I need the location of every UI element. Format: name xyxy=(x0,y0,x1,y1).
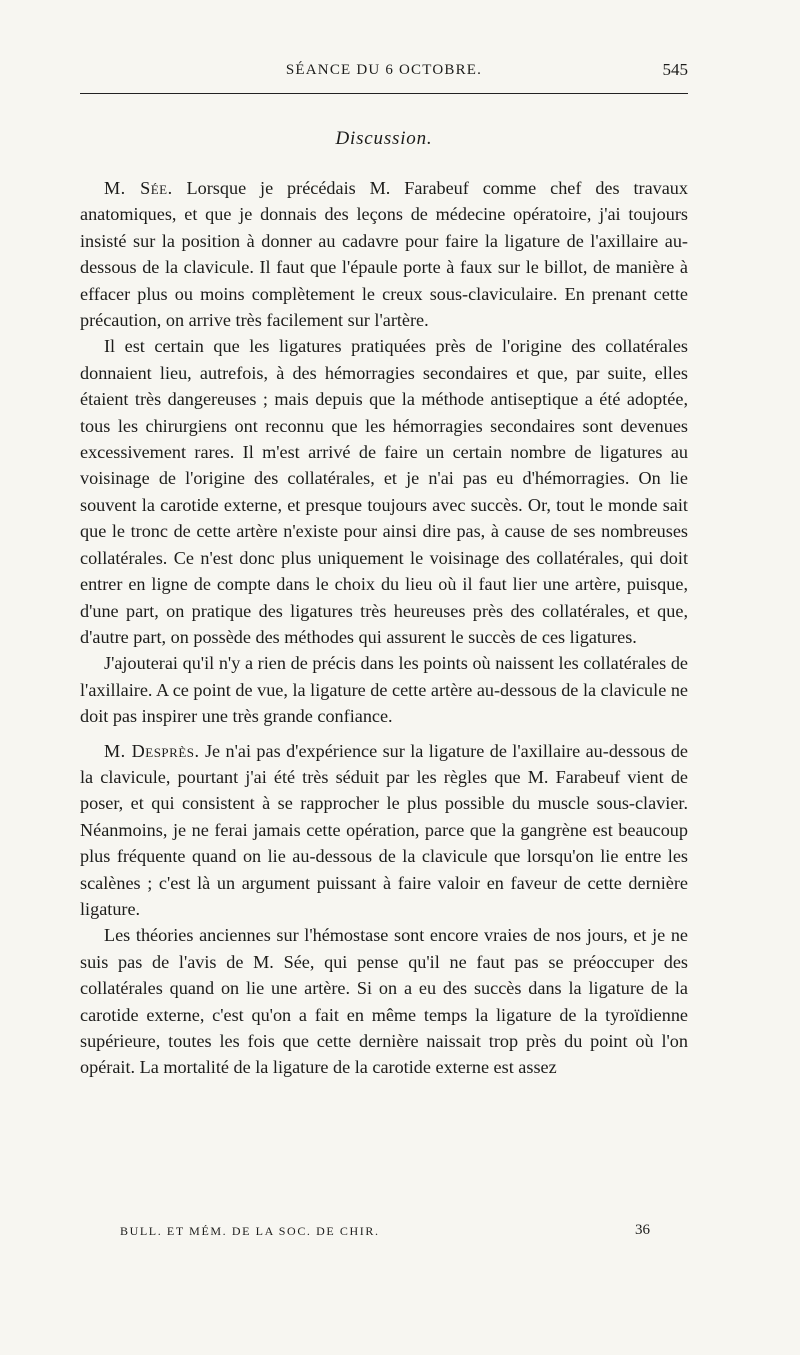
header-rule xyxy=(80,93,688,94)
body-text xyxy=(80,175,688,1081)
speaker-name: M. Sée. xyxy=(104,178,173,198)
paragraph-text: Il est certain que les ligatures pratiquées près de l'origine des collatérales donnaient lieu, autrefois, à des hémorragies secondaires et que, par suite, elles étaient très dangereuses ; mais depuis que la méthode antiseptique a été adoptée, tous les chirurgiens ont reconnu que les hémorragies secondaires sont devenues excessivement rares. Il m'est arrivé de faire un certain nombre de ligatures au voisinage de l'origine des collatérales, et je n'ai pas eu d'hémorragies. On lie souvent la carotide externe, et presque toujours avec succès. Or, tout le monde sait que le tronc de cette artère n'existe pour ainsi dire pas, à cause de ses nombreuses collatérales. Ce n'est donc plus uniquement le voisinage des collatérales, qui doit entrer en ligne de compte dans le choix du lieu où il faut lier une artère, puisque, d'une part, on pratique des ligatures très heureuses près des collatérales, et que, d'autre part, on possède des méthodes qui assurent le succès de ces ligatures. xyxy=(80,336,688,647)
page-header xyxy=(80,58,688,88)
paragraph xyxy=(80,922,688,1080)
footer-title: BULL. ET MÉM. DE LA SOC. DE CHIR. xyxy=(120,1224,380,1238)
paragraph-text: Les théories anciennes sur l'hémostase sont encore vraies de nos jours, et je ne suis pas de l'avis de M. Sée, qui pense qu'il ne faut pas se préoccuper des collatérales quand on lie une artère. Si on a eu des succès dans la ligature de la carotide externe, c'est qu'on a fait en même temps la ligature de la tyroïdienne supérieure, toutes les fois que cette dernière naissait trop près du point où l'on opérait. La mortalité de la ligature de la carotide externe est assez xyxy=(80,925,688,1078)
page-number: 545 xyxy=(662,60,688,79)
running-title: SÉANCE DU 6 OCTOBRE. xyxy=(285,62,483,78)
signature-mark: 36 xyxy=(635,1222,650,1238)
section-title: Discussion. xyxy=(335,128,433,149)
speaker-name: M. Desprès. xyxy=(104,740,200,761)
paragraph xyxy=(80,650,688,729)
paragraph-text: Lorsque je précédais M. Farabeuf comme chef des travaux anatomiques, et que je donnais des leçons de médecine opératoire, j'ai toujours insisté sur la position à donner au cadavre pour faire la ligature de l'axillaire au-dessous de la clavicule. Il faut que l'épaule porte à faux sur le billot, de manière à effacer plus ou moins complètement le creux sous-claviculaire. En prenant cette précaution, on arrive très facilement sur l'artère. xyxy=(80,178,688,331)
paragraph xyxy=(80,333,688,650)
page-footer xyxy=(120,1222,680,1244)
paragraph-text: J'ajouterai qu'il n'y a rien de précis dans les points où naissent les collatérales de l'axillaire. A ce point de vue, la ligature de cette artère au-dessous de la clavicule ne doit pas inspirer une très grande confiance. xyxy=(80,653,688,727)
paragraph-text: Je n'ai pas d'expérience sur la ligature de l'axillaire au-dessous de la clavicule, pourtant j'ai été très séduit par les règles que M. Farabeuf vient de poser, et qui consistent à se rapprocher le plus possible du muscle sous-clavier. Néanmoins, je ne ferai jamais cette opération, parce que la gangrène est beaucoup plus fréquente quand on lie au-dessous de la clavicule que lorsqu'on lie entre les scalènes ; c'est là un argument puissant à faire valoir en faveur de cette dernière ligature. xyxy=(80,740,688,919)
paragraph xyxy=(80,738,688,923)
paragraph xyxy=(80,175,688,333)
